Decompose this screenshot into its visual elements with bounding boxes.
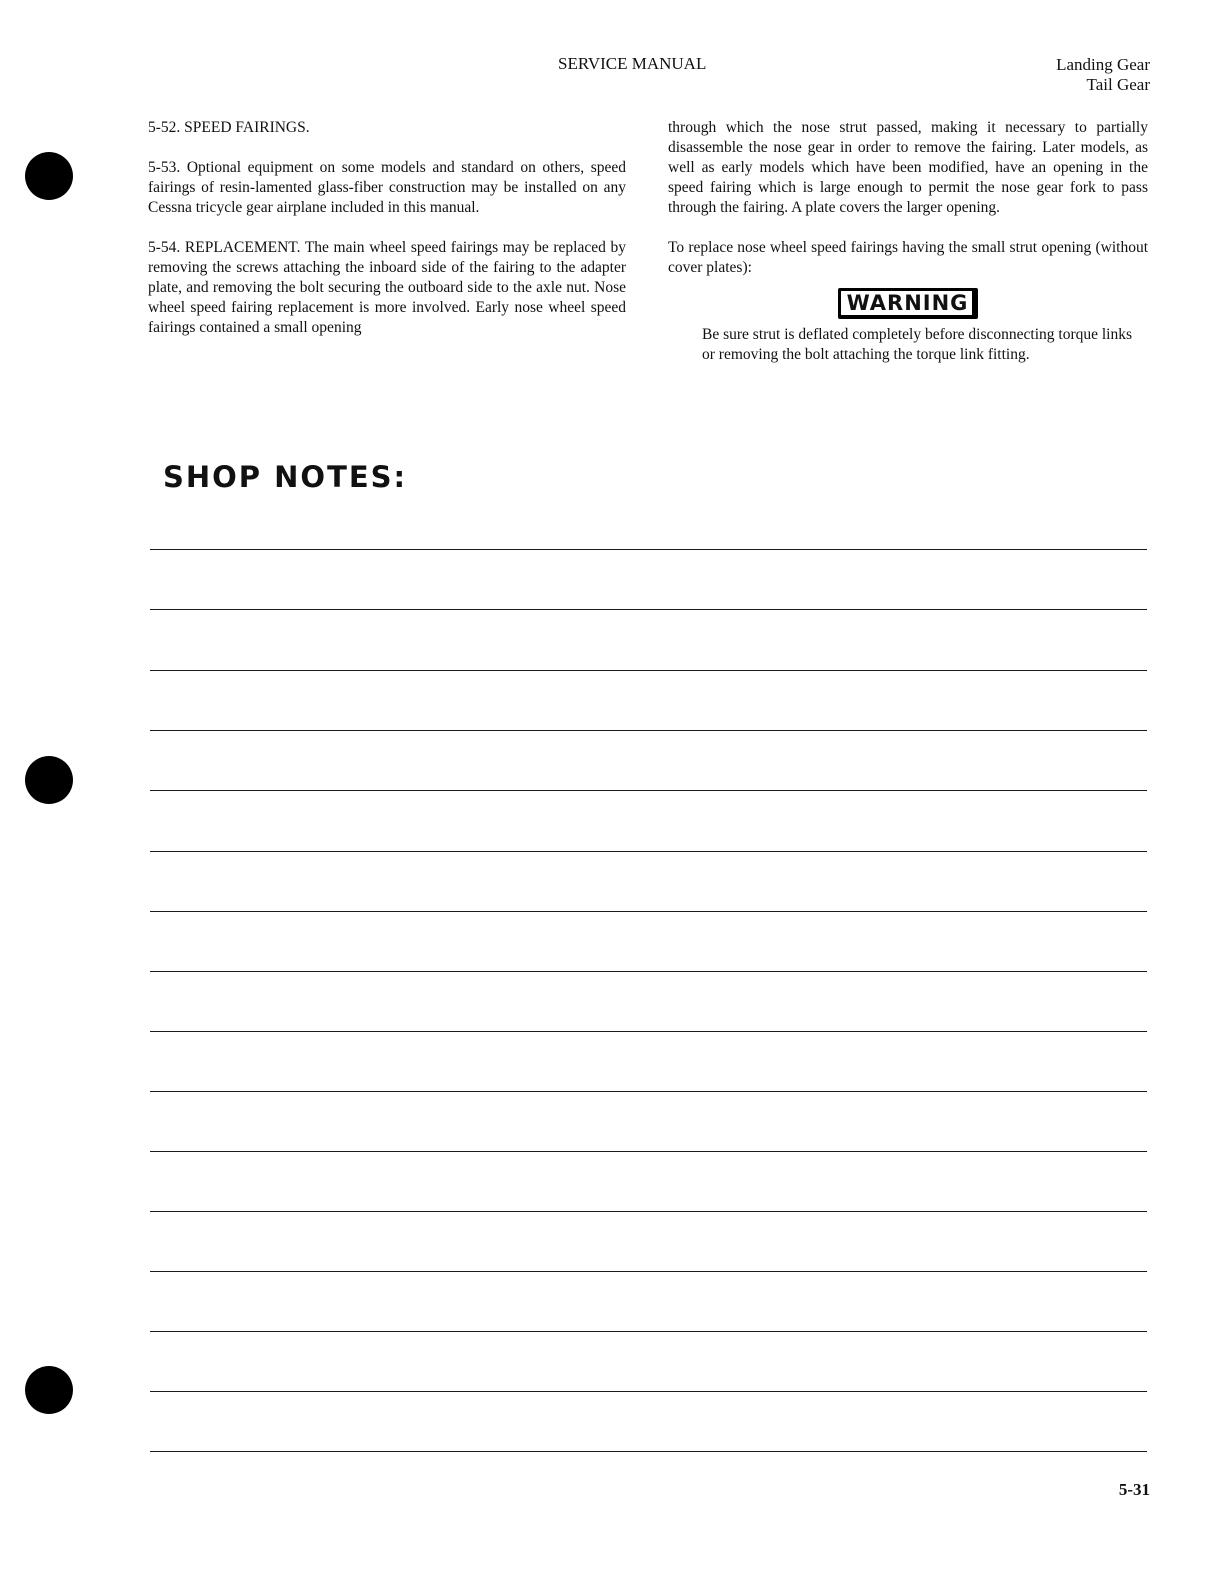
paragraph-5-53: 5-53. Optional equipment on some models and standard on others, speed fairings of resin-lamented glass-fiber construction may be installed on any Cessna tricycle gear airplane included in this manual.	[148, 159, 626, 216]
note-line	[150, 1151, 1147, 1152]
note-line	[150, 1031, 1147, 1032]
paragraph-5-54: 5-54. REPLACEMENT. The main wheel speed fairings may be replaced by removing the screws attaching the inboard side of the fairing to the adapter plate, and removing the bolt securing the outboard side to the axle nut. Nose wheel speed fairing replacement is more involved. Early nose wheel speed fairings contained a small opening	[148, 239, 626, 336]
page-number: 5-31	[1118, 1480, 1150, 1499]
note-line	[150, 549, 1147, 550]
note-line	[150, 1391, 1147, 1392]
left-column	[148, 118, 626, 358]
note-line	[150, 971, 1147, 972]
header-section-line1: Landing Gear	[1056, 55, 1150, 74]
warning-callout	[668, 288, 1148, 319]
section-heading: 5-52. SPEED FAIRINGS.	[148, 119, 310, 136]
warning-text: Be sure strut is deflated completely before disconnecting torque links or removing the bolt attaching the torque link fitting.	[702, 326, 1133, 363]
note-line	[150, 1091, 1147, 1092]
binder-hole-bottom	[25, 1366, 73, 1414]
note-line	[150, 1211, 1147, 1212]
paragraph-continued: through which the nose strut passed, making it necessary to partially disassemble the nose gear in order to remove the fairing. Later models, as well as early models which have been modified, have an opening in the speed fairing which is large enough to permit the nose gear fork to pass through the fairing. A plate covers the larger opening.	[668, 119, 1148, 216]
binder-hole-middle	[25, 756, 73, 804]
note-line	[150, 1271, 1147, 1272]
header-section-line2: Tail Gear	[1086, 75, 1150, 94]
right-column	[668, 118, 1148, 365]
header-title: SERVICE MANUAL	[558, 54, 707, 73]
note-line	[150, 790, 1147, 791]
note-line	[150, 851, 1147, 852]
binder-hole-top	[25, 152, 73, 200]
note-line	[150, 670, 1147, 671]
note-line	[150, 1331, 1147, 1332]
warning-label: WARNING	[838, 288, 979, 319]
note-line	[150, 911, 1147, 912]
shop-notes-title: SHOP NOTES:	[163, 460, 408, 494]
note-line	[150, 730, 1147, 731]
header-section	[1056, 55, 1150, 95]
paragraph-replace-instructions: To replace nose wheel speed fairings having the small strut opening (without cover plates):	[668, 239, 1148, 276]
note-line	[150, 1451, 1147, 1452]
note-line	[150, 609, 1147, 610]
